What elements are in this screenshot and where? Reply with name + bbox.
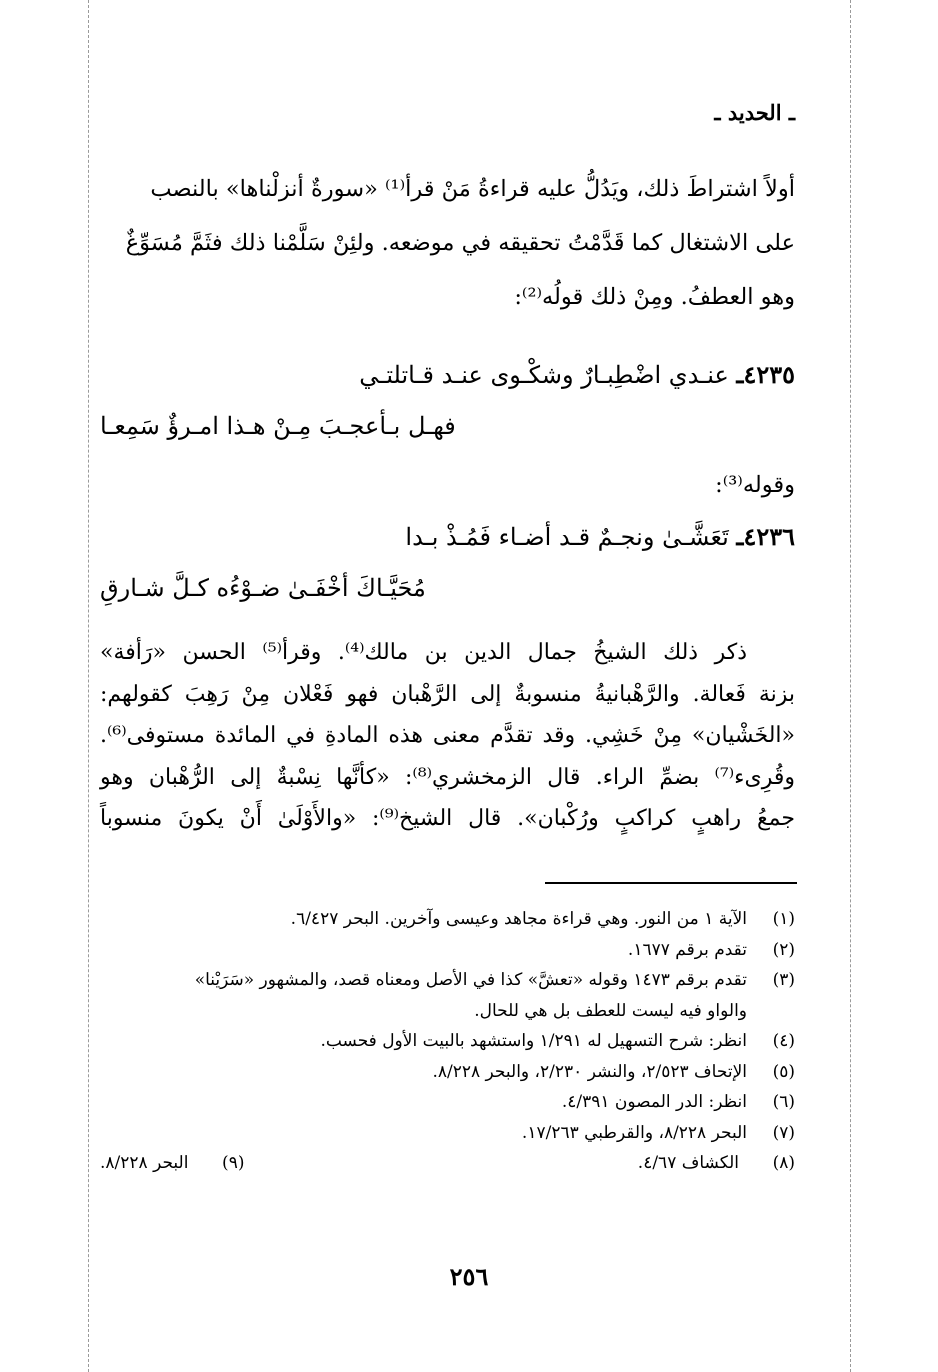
footnote — [100, 1026, 795, 1057]
body-line: أولاً اشتراطَ ذلك، ويَدُلُّ عليه قراءةُ مَنْ قرأ⁽¹⁾ «سورةٌ أنزلْناها» بالنصب — [150, 176, 795, 202]
crop-guide-line — [88, 0, 89, 1372]
footnotes — [100, 904, 795, 1179]
footnote-text: الكشاف ٤/٦٧. — [637, 1153, 739, 1173]
footnote — [100, 1087, 795, 1118]
footnote-continuation — [100, 996, 795, 1027]
body-line: على الاشتغال كما قَدَّمْتُ تحقيقه في موضعه. ولئِنْ سَلَّمْنا ذلك فثَمَّ مُسَوِّغٌ — [125, 230, 795, 256]
footnote-text: الإتحاف ٢/٥٢٣، والنشر ٢/٢٣٠، والبحر ٨/٢٢٨. — [432, 1061, 747, 1082]
footnote-text: انظر: الدر المصون ٤/٣٩١. — [561, 1092, 747, 1112]
crop-guide-line — [850, 0, 851, 1372]
footnote-number: (٩) — [222, 1153, 245, 1173]
footnote-pair — [100, 1148, 795, 1179]
footnote — [100, 1057, 795, 1088]
page-number: ٢٥٦ — [449, 1262, 489, 1291]
verse-second-hemistich: فهـل بـأعجـبَ مِـنْ هـذا امـرؤٌ سَمِعـا — [100, 412, 456, 440]
footnote-number: (١) — [772, 909, 795, 929]
footnote-text: انظر: شرح التسهيل له ١/٢٩١ واستشهد بالبيت الأول فحسب. — [320, 1031, 747, 1051]
verse-first-hemistich — [405, 522, 795, 551]
verse-text: تَعَشَّـىٰ ونجـمٌ قـد أضـاء فَمُـذْ بـدا — [405, 523, 729, 551]
verse-intro: وقوله⁽³⁾: — [715, 472, 795, 498]
footnote — [100, 965, 795, 996]
paragraph-line: ذكر ذلك الشيخُ جمال الدين بن مالك⁽⁴⁾. وقرأ⁽⁵⁾ الحسن «رَأفة» — [100, 640, 748, 665]
footnote — [100, 1148, 244, 1179]
verse-number: ٤٢٣٦ـ — [736, 522, 795, 551]
body-text — [100, 162, 795, 324]
footnote-number: (٢) — [772, 939, 795, 960]
paragraph-line: بزنة فَعالة. والرَّهْبانيةُ منسوبةٌ إلى الرَّهْبان فهو فَعْلان مِنْ رَهِبَ كقولهم: — [100, 681, 795, 707]
footnote — [638, 1148, 795, 1179]
paragraph-line: «الخَشْيان» مِنْ خَشِي. وقد تقدَّم معنى هذه المادةِ في المائدة مستوفى⁽⁶⁾. — [100, 723, 795, 748]
paragraph-line: جمعُ راهبٍ كراكبٍ ورُكْبان». قال الشيخ⁽⁹⁾: «والأَوْلَىٰ أَنْ يكونَ منسوباً — [100, 806, 796, 831]
footnote-text: الآية ١ من النور. وهي قراءة مجاهد وعيسى وآخرين. البحر ٦/٤٢٧. — [290, 909, 747, 929]
footnote-divider — [545, 882, 797, 884]
footnote-number: (٣) — [772, 970, 795, 990]
commentary-paragraph — [100, 632, 795, 840]
footnote-number — [747, 996, 795, 1027]
footnote-text: والواو فيه ليست للعطف بل هي للحال. — [474, 1000, 747, 1021]
footnote-text: البحر ٨/٢٢٨، والقرطبي ١٧/٢٦٣. — [521, 1122, 747, 1143]
footnote-number: (٨) — [772, 1153, 795, 1173]
verse-number: ٤٢٣٥ـ — [736, 360, 795, 389]
body-line: وهو العطفُ. ومِنْ ذلك قولُه⁽²⁾: — [514, 284, 795, 310]
footnote-text: تقدم برقم ١٤٧٣ وقوله «تعشَّ» كذا في الأصل ومعناه قصد، والمشهور «سَرَيْنا» — [194, 970, 747, 990]
footnote-number: (٤) — [772, 1031, 795, 1051]
footnote — [100, 904, 795, 935]
footnote-text: تقدم برقم ١٦٧٧. — [627, 939, 747, 960]
verse-first-hemistich — [359, 360, 795, 389]
footnote-number: (٥) — [772, 1061, 795, 1082]
footnote — [100, 935, 795, 966]
paragraph-line: وقُرِىء⁽⁷⁾ بضمِّ الراء. قال الزمخشري⁽⁸⁾: «كأنَّها نِسْبةٌ إلى الرُّهْبان وهو — [100, 764, 795, 790]
verse-second-hemistich: مُحَيَّـاكَ أخْفَـىٰ ضـوْءُه كـلَّ شـارقِ — [100, 574, 426, 602]
footnote-number: (٦) — [772, 1092, 795, 1112]
footnote-text: البحر ٨/٢٢٨. — [100, 1153, 189, 1173]
verse-text: عنـدي اضْطِبـارٌ وشكْـوى عنـد قـاتلتـي — [359, 361, 729, 389]
footnote — [100, 1118, 795, 1149]
running-header: ـ الحديد ـ — [714, 100, 795, 125]
footnote-number: (٧) — [772, 1122, 795, 1143]
